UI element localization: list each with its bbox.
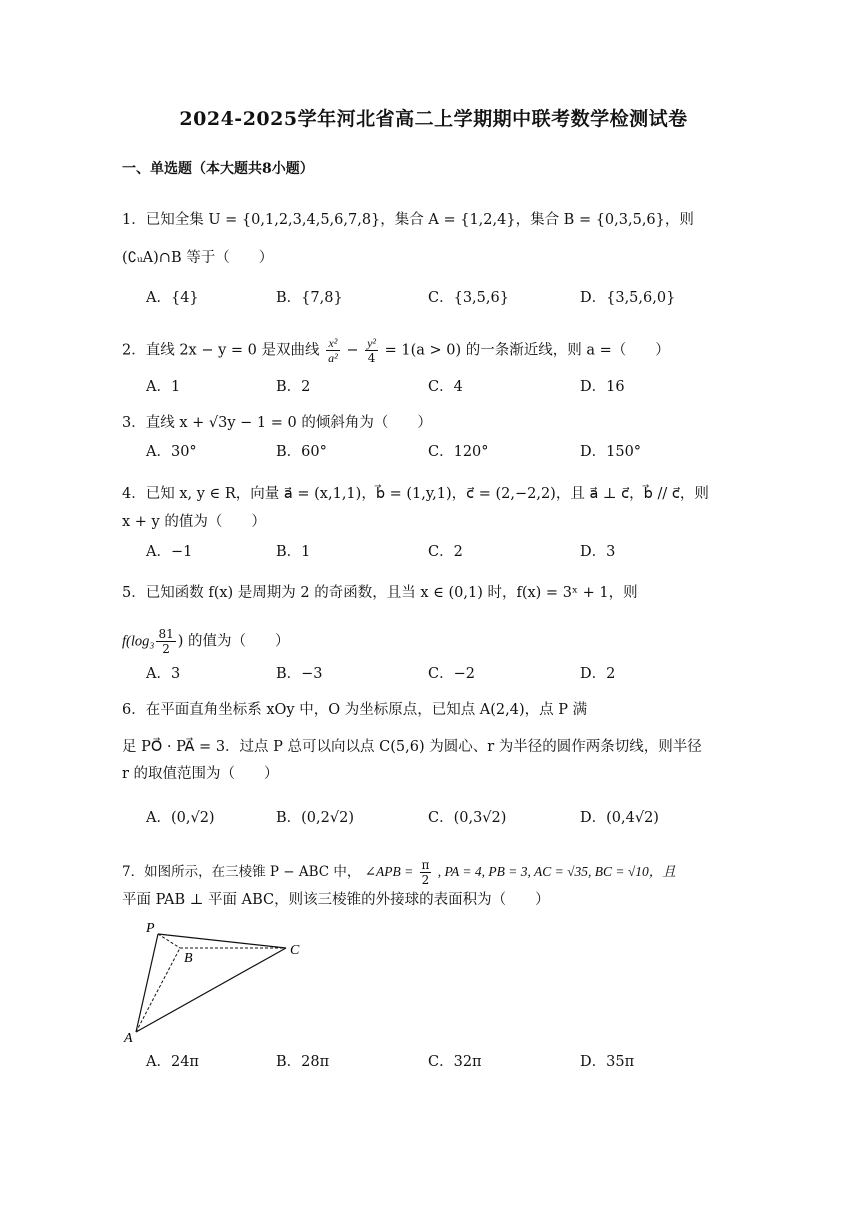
edge-pa xyxy=(136,934,158,1032)
page-title: 2024-2025学年河北省高二上学期期中联考数学检测试卷 xyxy=(179,108,688,130)
question-5-option-d: D．2 xyxy=(580,666,616,682)
question-2-option-b: B．2 xyxy=(276,379,311,395)
question-6-line-1: 6．在平面直角坐标系 xOy 中，O 为坐标原点，已知点 A(2,4)，点 P 满 xyxy=(122,702,588,718)
question-4-option-c: C．2 xyxy=(428,544,463,560)
question-6-option-d: D．(0,4√2) xyxy=(580,810,659,826)
question-2-option-c: C．4 xyxy=(428,379,463,395)
pi-over-2 xyxy=(420,858,432,887)
question-5-option-a: A．3 xyxy=(146,666,181,682)
question-6-option-c: C．(0,3√2) xyxy=(428,810,507,826)
question-7-prefix: 7．如图所示，在三棱锥 P − ABC 中， xyxy=(122,864,361,880)
question-7-option-a: A．24π xyxy=(146,1054,199,1070)
question-7-line-1 xyxy=(122,858,676,887)
label-a: A xyxy=(124,1031,133,1046)
question-6-option-a: A．(0,√2) xyxy=(146,810,215,826)
question-3-option-a: A．30° xyxy=(146,444,197,460)
question-3-option-b: B．60° xyxy=(276,444,327,460)
question-2-line-1 xyxy=(122,336,670,365)
question-2-suffix: = 1(a > 0) 的一条渐近线，则 a =（ ） xyxy=(384,342,670,359)
question-6-option-b: B．(0,2√2) xyxy=(276,810,354,826)
question-7-conditions: , PA = 4, PB = 3, AC = √35, BC = √10，且 xyxy=(437,864,676,879)
question-5-line-1: 5．已知函数 f(x) 是周期为 2 的奇函数，且当 x ∈ (0,1) 时，f(x) = 3ˣ + 1，则 xyxy=(122,585,638,601)
question-7-option-d: D．35π xyxy=(580,1054,635,1070)
question-2-option-a: A．1 xyxy=(146,379,181,395)
question-5-option-c: C．−2 xyxy=(428,666,475,682)
question-6-line-2: 足 PO⃗ · PA⃗ = 3．过点 P 总可以向以点 C(5,6) 为圆心、r 为半径的圆作两条切线，则半径 xyxy=(122,739,702,755)
angle-label: ∠APB = xyxy=(364,864,414,879)
question-2-option-d: D．16 xyxy=(580,379,625,395)
question-3-option-c: C．120° xyxy=(428,444,489,460)
question-5-option-b: B．−3 xyxy=(276,666,323,682)
question-4-option-b: B．1 xyxy=(276,544,311,560)
label-b: B xyxy=(184,951,193,966)
question-5-suffix: ) 的值为（ ） xyxy=(177,633,290,650)
question-1-option-c: C．{3,5,6} xyxy=(428,290,509,306)
question-1-line-2: (∁ᵤA)∩B 等于（ ） xyxy=(122,250,274,266)
question-1-option-a: A．{4} xyxy=(146,290,199,306)
hyperbola-fraction-x xyxy=(326,336,340,365)
question-1-option-d: D．{3,5,6,0} xyxy=(580,290,676,306)
question-2-prefix: 2．直线 2x − y = 0 是双曲线 xyxy=(122,342,320,359)
question-1-line-1: 1．已知全集 U = {0,1,2,3,4,5,6,7,8}，集合 A = {1,2,4}，集合 B = {0,3,5,6}，则 xyxy=(122,212,694,228)
section-heading: 一、单选题（本大题共8小题） xyxy=(122,161,314,177)
fraction-numerator: x² xyxy=(326,336,340,351)
question-7-option-b: B．28π xyxy=(276,1054,330,1070)
question-4-line-1: 4．已知 x, y ∈ R，向量 a⃗ = (x,1,1)，b⃗ = (1,y,1)，c⃗ = (2,−2,2)，且 a⃗ ⊥ c⃗，b⃗ // c⃗，则 xyxy=(122,486,709,502)
minus-sign: − xyxy=(346,342,359,359)
question-1-option-b: B．{7,8} xyxy=(276,290,343,306)
fraction-denominator: 2 xyxy=(162,642,170,656)
question-4-option-d: D．3 xyxy=(580,544,616,560)
question-3-option-d: D．150° xyxy=(580,444,642,460)
log-prefix: f(log₃ xyxy=(122,633,155,650)
question-7-option-c: C．32π xyxy=(428,1054,482,1070)
fraction-numerator: 81 xyxy=(158,627,174,641)
question-4-line-2: x + y 的值为（ ） xyxy=(122,514,266,530)
label-p: P xyxy=(146,921,155,936)
fraction-denominator: 2 xyxy=(421,873,430,887)
fraction-numerator: π xyxy=(421,858,430,872)
question-7-line-2: 平面 PAB ⊥ 平面 ABC，则该三棱锥的外接球的表面积为（ ） xyxy=(122,892,550,908)
label-c: C xyxy=(290,943,300,958)
question-4-option-a: A．−1 xyxy=(146,544,193,560)
fraction-denominator: a² xyxy=(328,351,338,365)
question-3-line-1: 3．直线 x + √3y − 1 = 0 的倾斜角为（ ） xyxy=(122,415,432,431)
log-fraction xyxy=(156,627,175,656)
question-5-line-2 xyxy=(122,627,289,656)
tetrahedron-figure xyxy=(118,918,318,1048)
fraction-denominator: 4 xyxy=(367,351,376,365)
fraction-numerator: y² xyxy=(367,336,377,350)
question-6-line-3: r 的取值范围为（ ） xyxy=(122,766,279,782)
hyperbola-fraction-y xyxy=(365,336,378,365)
